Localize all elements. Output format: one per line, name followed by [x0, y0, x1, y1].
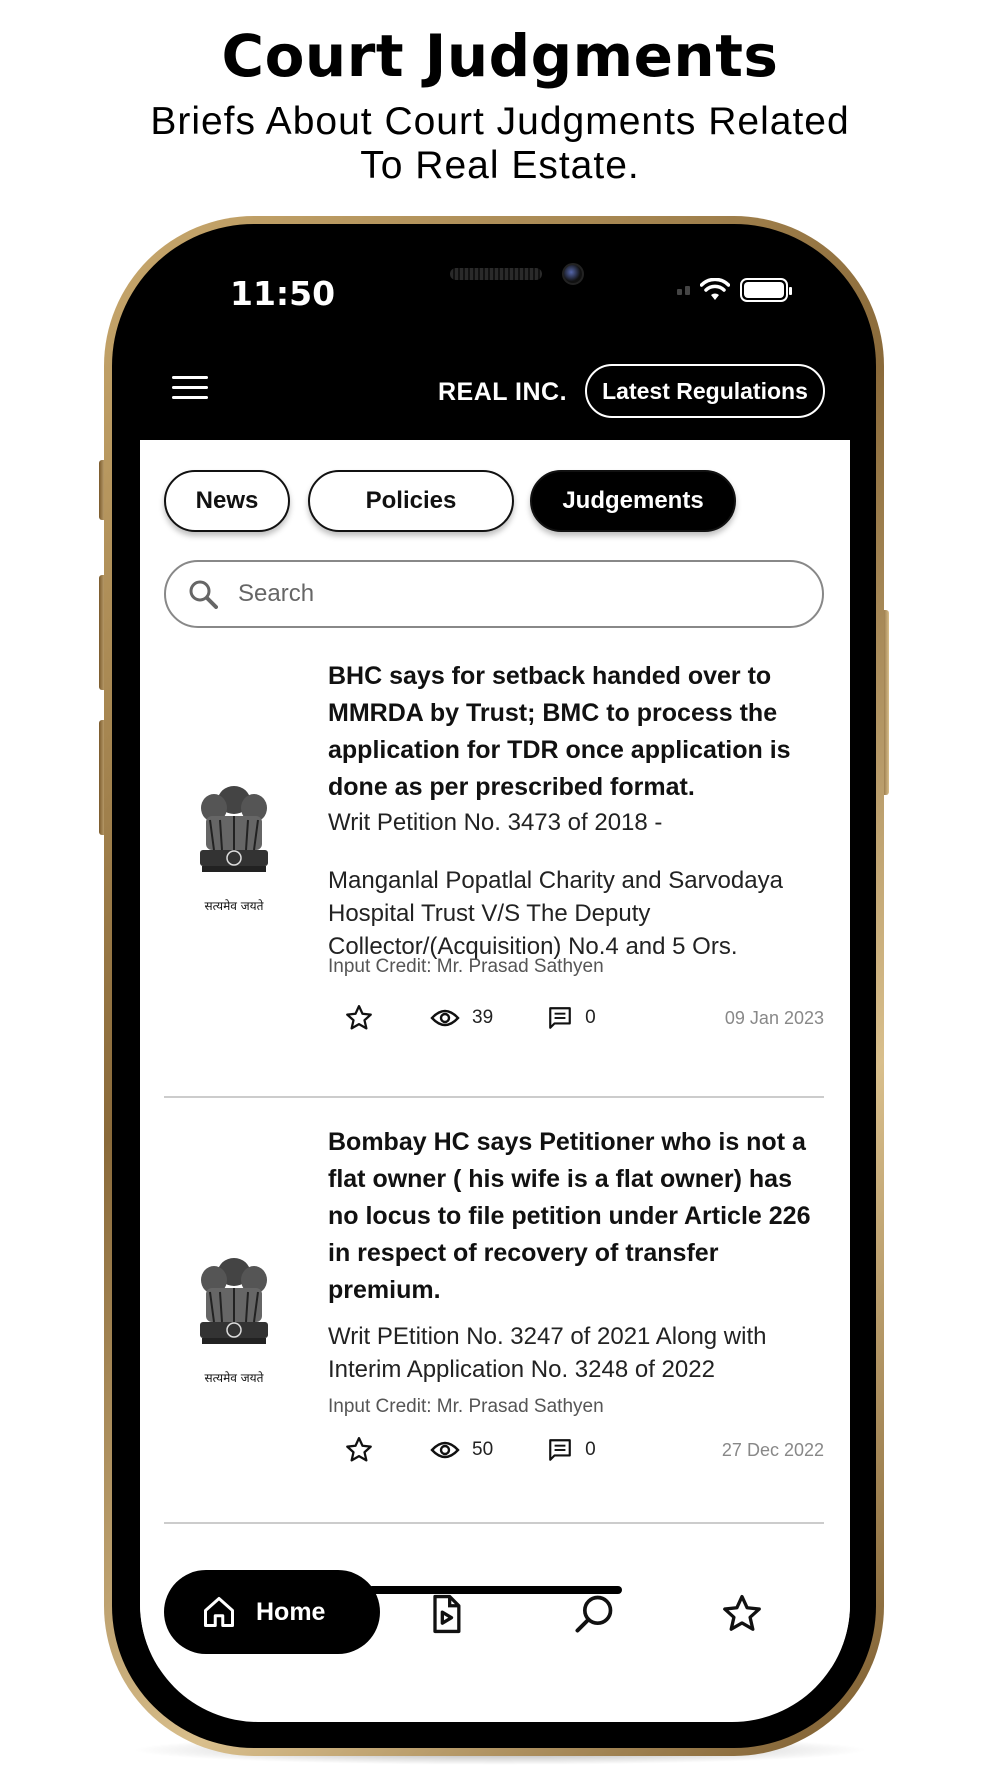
hamburger-menu-icon[interactable]: [172, 376, 208, 400]
app-bar: [140, 332, 850, 440]
search-icon: [188, 579, 218, 609]
ashoka-emblem-icon: [186, 1252, 282, 1362]
ashoka-emblem-icon: [186, 780, 282, 890]
hero-subtitle: Briefs About Court Judgments Related To Real Estate.: [150, 100, 850, 187]
input-credit: Input Credit: Mr. Prasad Sathyen: [328, 1396, 604, 1417]
article-title[interactable]: Bombay HC says Petitioner who is not a flat owner ( his wife is a flat owner) has no locus to file petition under Article 226 in respect of recovery of transfer premium.: [328, 1128, 811, 1304]
comments-value: 0: [585, 1439, 596, 1460]
emblem-image: [186, 780, 282, 914]
tab-judgements[interactable]: Judgements: [530, 470, 736, 532]
article-date: 27 Dec 2022: [721, 1439, 824, 1460]
comment-icon: [547, 1005, 573, 1031]
eye-icon: [430, 1008, 460, 1028]
status-time: 11:50: [230, 274, 336, 313]
case-reference: Writ PEtition No. 3247 of 2021 Along with Interim Application No. 3248 of 2022: [328, 1323, 767, 1383]
emblem-image: [186, 1252, 282, 1386]
search-bar[interactable]: [164, 560, 824, 628]
wifi-icon: [700, 278, 730, 302]
bottom-nav: [140, 1558, 850, 1668]
nav-home-label: Home: [256, 1597, 326, 1626]
article-title[interactable]: BHC says for setback handed over to MMRDA by Trust; BMC to process the application for TDR once application is done as per prescribed format.: [328, 662, 791, 801]
views-value: 50: [472, 1439, 494, 1460]
article-meta: [328, 1430, 824, 1470]
star-icon[interactable]: [720, 1592, 764, 1636]
bookmark-button[interactable]: [344, 1003, 374, 1033]
views-count: [430, 1439, 493, 1461]
divider: [164, 1096, 824, 1098]
hero-title: Court Judgments: [221, 22, 779, 90]
comments-value: 0: [585, 1007, 596, 1028]
latest-regulations-button[interactable]: Latest Regulations: [585, 364, 825, 418]
case-parties: Manganlal Popatlal Charity and Sarvodaya Hospital Trust V/S The Deputy Collector/(Acquisition) No.4 and 5 Ors.: [328, 867, 783, 960]
video-file-icon[interactable]: [424, 1592, 468, 1636]
views-count: [430, 1007, 493, 1029]
home-icon: [200, 1594, 238, 1630]
tab-policies[interactable]: Policies: [308, 470, 514, 532]
battery-icon: [740, 278, 788, 302]
brand-title: REAL INC.: [438, 378, 568, 406]
eye-icon: [430, 1440, 460, 1460]
star-icon: [344, 1435, 374, 1465]
article-date: 09 Jan 2023: [724, 1007, 824, 1028]
phone-screen: [140, 252, 850, 1722]
front-camera: [562, 263, 584, 285]
search-input[interactable]: [238, 580, 758, 608]
case-reference: Writ Petition No. 3473 of 2018 -: [328, 809, 663, 836]
earpiece-speaker: [450, 268, 542, 280]
emblem-caption: सत्यमेव जयते: [204, 1371, 264, 1385]
emblem-caption: सत्यमेव जयते: [204, 899, 264, 913]
tab-news[interactable]: News: [164, 470, 290, 532]
star-icon: [344, 1003, 374, 1033]
status-icons: [677, 278, 788, 302]
views-value: 39: [472, 1007, 494, 1028]
input-credit: Input Credit: Mr. Prasad Sathyen: [328, 956, 604, 977]
comments-count[interactable]: [547, 1437, 596, 1463]
home-indicator: [368, 1586, 622, 1594]
bookmark-button[interactable]: [344, 1435, 374, 1465]
divider: [164, 1522, 824, 1524]
search-icon[interactable]: [572, 1592, 616, 1636]
judgment-card[interactable]: [164, 658, 824, 1068]
comment-icon: [547, 1437, 573, 1463]
judgment-card[interactable]: [164, 1124, 824, 1460]
article-meta: [328, 998, 824, 1038]
signal-icon: [677, 286, 690, 295]
nav-home[interactable]: [164, 1570, 380, 1654]
main-content: [140, 440, 850, 1722]
comments-count[interactable]: [547, 1005, 596, 1031]
